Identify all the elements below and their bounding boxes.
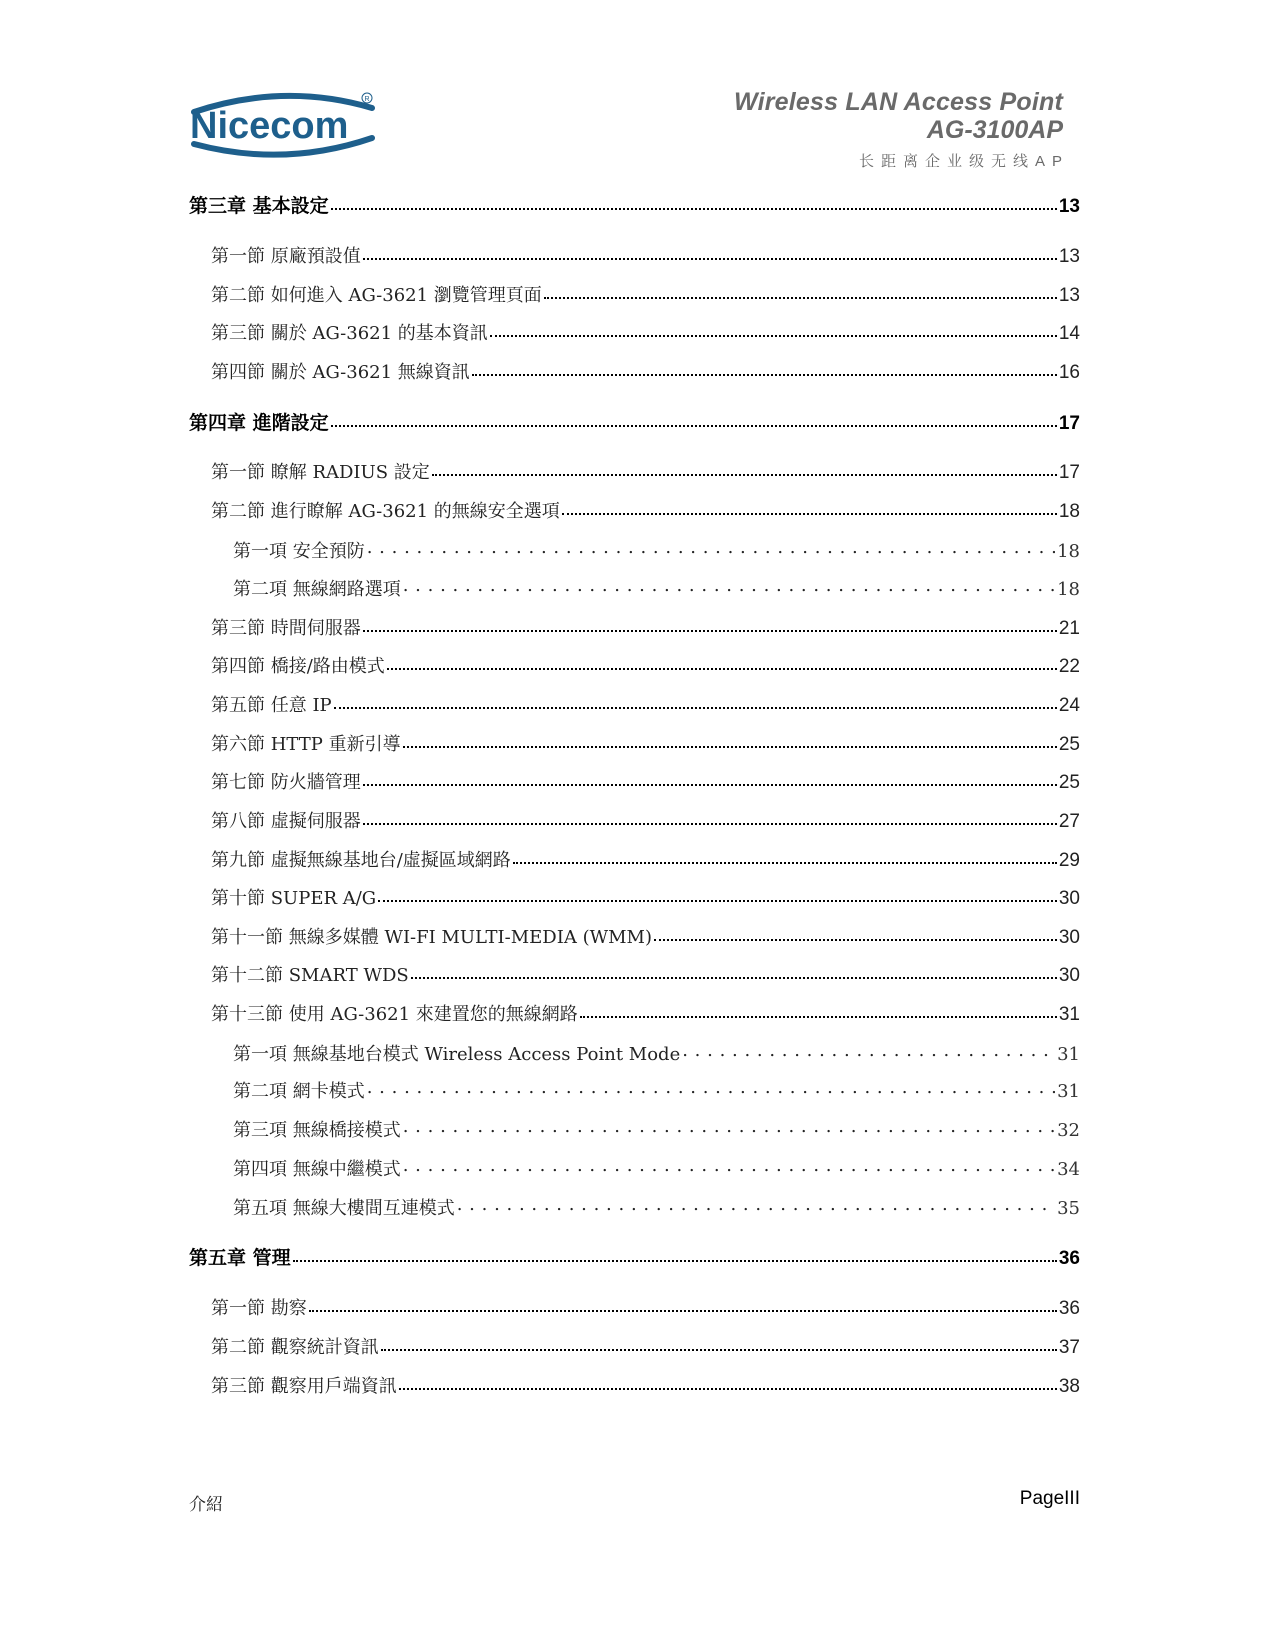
- toc-entry-label: 第三項 無線橋接模式: [233, 1120, 401, 1141]
- nicecom-logo: [188, 90, 388, 160]
- toc-entry-label: 第一節 瞭解 RADIUS 設定: [211, 462, 430, 483]
- toc-dot-leader: [381, 1335, 1057, 1353]
- toc-entry[interactable]: [211, 884, 1080, 910]
- toc-entry-label: 第四章 進階設定: [189, 412, 329, 434]
- toc-entry-page: 24: [1058, 695, 1080, 716]
- toc-entry-page: 30: [1058, 927, 1080, 948]
- toc-entry[interactable]: [211, 319, 1080, 345]
- toc-entry-page: 17: [1058, 462, 1080, 483]
- toc-entry-page: 14: [1058, 323, 1080, 344]
- toc-dot-leader: [363, 616, 1057, 634]
- toc-entry-page: 25: [1058, 734, 1080, 755]
- toc-entry-label: 第二節 如何進入 AG-3621 瀏覽管理頁面: [211, 285, 542, 306]
- toc-entry-label: 第一項 安全預防: [233, 541, 365, 562]
- toc-entry[interactable]: [211, 281, 1080, 307]
- toc-entry[interactable]: [233, 1040, 1080, 1066]
- toc-dot-leader: [363, 809, 1057, 827]
- toc-entry-label: 第三章 基本設定: [189, 195, 329, 217]
- toc-dot-leader: [490, 321, 1057, 339]
- toc-entry[interactable]: [189, 191, 1080, 218]
- toc-entry[interactable]: [211, 497, 1080, 523]
- toc-entry[interactable]: [233, 1077, 1080, 1103]
- footer-section-name: 介紹: [189, 1495, 223, 1515]
- toc-dot-leader: [403, 732, 1057, 750]
- toc-entry-label: 第二節 觀察統計資訊: [211, 1337, 379, 1358]
- toc-entry-page: 30: [1058, 965, 1080, 986]
- toc-entry[interactable]: [233, 575, 1080, 601]
- toc-entry-label: 第二項 無線網路選項: [233, 579, 401, 600]
- toc-entry-label: 第五節 任意 IP: [211, 695, 332, 716]
- toc-dot-leader: [367, 539, 1055, 557]
- toc-entry[interactable]: [211, 846, 1080, 872]
- toc-dot-leader: [399, 1374, 1057, 1392]
- toc-entry[interactable]: [211, 458, 1080, 484]
- toc-entry-label: 第五章 管理: [189, 1247, 291, 1269]
- toc-entry-page: 27: [1058, 811, 1080, 832]
- toc-dot-leader: [403, 1157, 1055, 1175]
- toc-dot-leader: [378, 886, 1057, 904]
- toc-dot-leader: [580, 1002, 1057, 1020]
- toc-entry-label: 第九節 虛擬無線基地台/虛擬區域網路: [211, 850, 511, 871]
- toc-entry[interactable]: [189, 1243, 1080, 1270]
- toc-entry[interactable]: [211, 358, 1080, 384]
- product-title: Wireless LAN Access Point: [734, 88, 1063, 116]
- footer-page-number: PageIII: [1019, 1488, 1080, 1509]
- toc-entry[interactable]: [211, 1000, 1080, 1026]
- toc-entry-page: 32: [1057, 1120, 1080, 1141]
- toc-entry-label: 第三節 時間伺服器: [211, 618, 361, 639]
- toc-entry-label: 第一項 無線基地台模式 Wireless Access Point Mode: [233, 1044, 681, 1065]
- toc-entry-label: 第五項 無線大樓間互連模式: [233, 1198, 455, 1219]
- toc-entry[interactable]: [211, 242, 1080, 268]
- toc-entry[interactable]: [211, 1294, 1080, 1320]
- toc-entry-label: 第七節 防火牆管理: [211, 772, 361, 793]
- toc-entry[interactable]: [233, 537, 1080, 563]
- document-header: [734, 88, 1069, 171]
- toc-entry[interactable]: [211, 807, 1080, 833]
- toc-entry-page: 30: [1058, 888, 1080, 909]
- toc-entry-label: 第二節 進行瞭解 AG-3621 的無線安全選項: [211, 501, 560, 522]
- toc-entry-page: 21: [1058, 618, 1080, 639]
- toc-dot-leader: [513, 848, 1057, 866]
- toc-entry[interactable]: [211, 1372, 1080, 1398]
- toc-entry[interactable]: [189, 408, 1080, 435]
- toc-entry[interactable]: [211, 768, 1080, 794]
- toc-entry-page: 18: [1057, 541, 1080, 562]
- toc-entry-page: 22: [1058, 656, 1080, 677]
- toc-entry-page: 13: [1058, 285, 1080, 306]
- toc-entry[interactable]: [211, 1333, 1080, 1359]
- toc-dot-leader: [293, 1245, 1057, 1264]
- toc-entry-page: 17: [1058, 413, 1080, 434]
- toc-entry-page: 25: [1058, 772, 1080, 793]
- toc-entry-page: 38: [1058, 1376, 1080, 1397]
- toc-entry-page: 13: [1058, 246, 1080, 267]
- toc-entry-label: 第四節 橋接/路由模式: [211, 656, 385, 677]
- toc-dot-leader: [403, 577, 1055, 595]
- toc-dot-leader: [309, 1296, 1057, 1314]
- toc-entry-label: 第十二節 SMART WDS: [211, 965, 409, 986]
- svg-text:Nicecom: Nicecom: [190, 105, 349, 147]
- toc-entry-page: 37: [1058, 1337, 1080, 1358]
- toc-entry-page: 36: [1058, 1298, 1080, 1319]
- toc-dot-leader: [331, 410, 1057, 429]
- toc-dot-leader: [367, 1079, 1055, 1097]
- toc-entry-label: 第一節 原廠預設值: [211, 246, 361, 267]
- product-subtitle: 长距离企业级无线AP: [858, 153, 1069, 170]
- svg-text:R: R: [364, 96, 370, 103]
- toc-dot-leader: [331, 193, 1057, 212]
- toc-entry-label: 第四節 關於 AG-3621 無線資訊: [211, 362, 470, 383]
- toc-dot-leader: [544, 283, 1057, 301]
- toc-entry[interactable]: [211, 614, 1080, 640]
- toc-entry-page: 34: [1057, 1159, 1080, 1180]
- toc-dot-leader: [472, 360, 1057, 378]
- toc-entry-label: 第三節 關於 AG-3621 的基本資訊: [211, 323, 488, 344]
- toc-entry-label: 第十一節 無線多媒體 WI-FI MULTI-MEDIA (WMM): [211, 927, 652, 948]
- toc-dot-leader: [363, 770, 1057, 788]
- toc-entry-label: 第十節 SUPER A/G: [211, 888, 377, 909]
- toc-entry-page: 16: [1058, 362, 1080, 383]
- toc-entry[interactable]: [233, 1116, 1080, 1142]
- toc-entry-page: 35: [1057, 1198, 1080, 1219]
- toc-dot-leader: [411, 963, 1057, 981]
- product-model: AG-3100AP: [926, 116, 1063, 144]
- toc-dot-leader: [363, 244, 1057, 262]
- toc-dot-leader: [432, 460, 1057, 478]
- toc-dot-leader: [403, 1118, 1055, 1136]
- toc-entry-page: 36: [1058, 1248, 1080, 1269]
- toc-dot-leader: [387, 654, 1057, 672]
- toc-dot-leader: [682, 1042, 1055, 1060]
- toc-dot-leader: [334, 693, 1057, 711]
- toc-entry-page: 18: [1057, 579, 1080, 600]
- toc-entry-label: 第三節 觀察用戶端資訊: [211, 1376, 397, 1397]
- toc-entry-page: 13: [1058, 196, 1080, 217]
- toc-dot-leader: [562, 499, 1057, 517]
- toc-entry-label: 第一節 勘察: [211, 1298, 307, 1319]
- toc-entry[interactable]: [211, 652, 1080, 678]
- toc-entry-page: 31: [1057, 1081, 1080, 1102]
- nicecom-logo-graphic: [188, 90, 388, 160]
- toc-entry-page: 18: [1058, 501, 1080, 522]
- toc-entry[interactable]: [211, 691, 1080, 717]
- toc-entry-label: 第六節 HTTP 重新引導: [211, 734, 401, 755]
- toc-dot-leader: [457, 1196, 1055, 1214]
- toc-entry-label: 第十三節 使用 AG-3621 來建置您的無線網路: [211, 1004, 578, 1025]
- toc-entry-page: 29: [1058, 850, 1080, 871]
- toc-dot-leader: [654, 925, 1057, 943]
- toc-entry-label: 第二項 網卡模式: [233, 1081, 365, 1102]
- toc-entry[interactable]: [233, 1155, 1080, 1181]
- toc-entry-label: 第四項 無線中繼模式: [233, 1159, 401, 1180]
- toc-entry-label: 第八節 虛擬伺服器: [211, 811, 361, 832]
- toc-entry[interactable]: [211, 730, 1080, 756]
- toc-entry-page: 31: [1058, 1004, 1080, 1025]
- toc-entry[interactable]: [233, 1194, 1080, 1220]
- toc-entry[interactable]: [211, 923, 1080, 949]
- toc-entry-page: 31: [1057, 1044, 1080, 1065]
- toc-entry[interactable]: [211, 961, 1080, 987]
